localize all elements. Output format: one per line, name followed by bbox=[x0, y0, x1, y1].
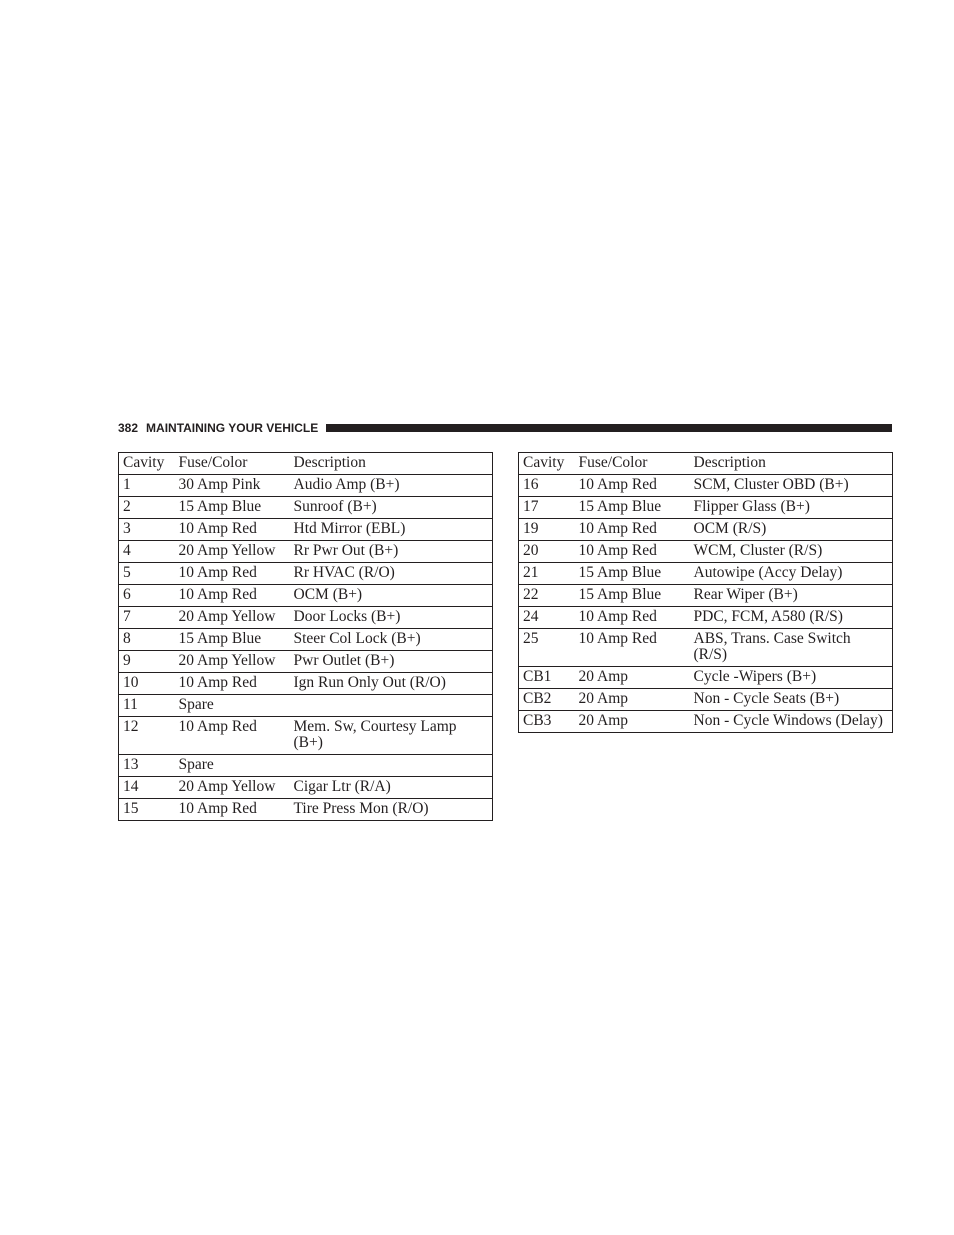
table-row bbox=[119, 607, 493, 629]
cavity-cell: 14 bbox=[119, 777, 175, 799]
fuse-color-cell: 10 Amp Red bbox=[175, 585, 290, 607]
cavity-cell: 16 bbox=[519, 475, 575, 497]
fuse-color-cell: 30 Amp Pink bbox=[175, 475, 290, 497]
table-row bbox=[119, 541, 493, 563]
fuse-color-cell: 10 Amp Red bbox=[575, 519, 690, 541]
fuse-table-right bbox=[518, 452, 893, 733]
column-header-fuse-color: Fuse/Color bbox=[575, 453, 690, 475]
description-cell: Ign Run Only Out (R/O) bbox=[290, 673, 493, 695]
table-row bbox=[119, 629, 493, 651]
table-row bbox=[119, 799, 493, 821]
page-number: 382 bbox=[118, 421, 139, 435]
cavity-cell: 22 bbox=[519, 585, 575, 607]
fuse-table-right-body bbox=[519, 475, 893, 733]
cavity-cell: 17 bbox=[519, 497, 575, 519]
description-cell: OCM (B+) bbox=[290, 585, 493, 607]
column-header-cavity: Cavity bbox=[119, 453, 175, 475]
fuse-color-cell: 10 Amp Red bbox=[175, 673, 290, 695]
table-row bbox=[119, 717, 493, 755]
description-cell: Autowipe (Accy Delay) bbox=[690, 563, 893, 585]
table-row bbox=[519, 475, 893, 497]
fuse-color-cell: 20 Amp Yellow bbox=[175, 651, 290, 673]
table-row bbox=[519, 667, 893, 689]
fuse-color-cell: 20 Amp Yellow bbox=[175, 541, 290, 563]
fuse-color-cell: 10 Amp Red bbox=[175, 519, 290, 541]
fuse-table-left-body bbox=[119, 475, 493, 821]
fuse-color-cell: 10 Amp Red bbox=[175, 563, 290, 585]
description-cell: PDC, FCM, A580 (R/S) bbox=[690, 607, 893, 629]
description-cell: Cycle -Wipers (B+) bbox=[690, 667, 893, 689]
table-row bbox=[519, 607, 893, 629]
fuse-color-cell: 10 Amp Red bbox=[175, 717, 290, 755]
table-row bbox=[119, 777, 493, 799]
description-cell: Mem. Sw, Courtesy Lamp (B+) bbox=[290, 717, 493, 755]
table-row bbox=[119, 755, 493, 777]
cavity-cell: 2 bbox=[119, 497, 175, 519]
column-header-fuse-color: Fuse/Color bbox=[175, 453, 290, 475]
fuse-color-cell: 10 Amp Red bbox=[575, 607, 690, 629]
cavity-cell: CB1 bbox=[519, 667, 575, 689]
description-cell: Steer Col Lock (B+) bbox=[290, 629, 493, 651]
fuse-color-cell: 10 Amp Red bbox=[575, 541, 690, 563]
fuse-color-cell: 20 Amp bbox=[575, 711, 690, 733]
table-row bbox=[519, 519, 893, 541]
cavity-cell: 3 bbox=[119, 519, 175, 541]
fuse-color-cell: Spare bbox=[175, 695, 290, 717]
fuse-color-cell: 20 Amp bbox=[575, 689, 690, 711]
table-row bbox=[519, 541, 893, 563]
cavity-cell: CB2 bbox=[519, 689, 575, 711]
description-cell: Rr HVAC (R/O) bbox=[290, 563, 493, 585]
cavity-cell: 12 bbox=[119, 717, 175, 755]
table-row bbox=[119, 651, 493, 673]
fuse-color-cell: 20 Amp Yellow bbox=[175, 777, 290, 799]
cavity-cell: 7 bbox=[119, 607, 175, 629]
page-header bbox=[118, 420, 892, 436]
fuse-color-cell: 15 Amp Blue bbox=[175, 497, 290, 519]
table-row bbox=[119, 695, 493, 717]
description-cell: ABS, Trans. Case Switch (R/S) bbox=[690, 629, 893, 667]
description-cell: OCM (R/S) bbox=[690, 519, 893, 541]
table-row bbox=[119, 519, 493, 541]
fuse-color-cell: 20 Amp Yellow bbox=[175, 607, 290, 629]
fuse-color-cell: 10 Amp Red bbox=[575, 629, 690, 667]
header-rule bbox=[326, 424, 892, 432]
description-cell: Door Locks (B+) bbox=[290, 607, 493, 629]
cavity-cell: 19 bbox=[519, 519, 575, 541]
table-row bbox=[519, 563, 893, 585]
table-row bbox=[519, 629, 893, 667]
cavity-cell: 13 bbox=[119, 755, 175, 777]
cavity-cell: 24 bbox=[519, 607, 575, 629]
table-row bbox=[519, 585, 893, 607]
fuse-color-cell: 15 Amp Blue bbox=[575, 563, 690, 585]
cavity-cell: CB3 bbox=[519, 711, 575, 733]
table-row bbox=[119, 497, 493, 519]
cavity-cell: 9 bbox=[119, 651, 175, 673]
description-cell: Pwr Outlet (B+) bbox=[290, 651, 493, 673]
cavity-cell: 20 bbox=[519, 541, 575, 563]
column-header-description: Description bbox=[690, 453, 893, 475]
description-cell: WCM, Cluster (R/S) bbox=[690, 541, 893, 563]
fuse-color-cell: 20 Amp bbox=[575, 667, 690, 689]
table-row bbox=[119, 475, 493, 497]
description-cell bbox=[290, 695, 493, 717]
column-header-cavity: Cavity bbox=[519, 453, 575, 475]
fuse-color-cell: 15 Amp Blue bbox=[575, 585, 690, 607]
fuse-color-cell: 15 Amp Blue bbox=[575, 497, 690, 519]
description-cell: SCM, Cluster OBD (B+) bbox=[690, 475, 893, 497]
cavity-cell: 1 bbox=[119, 475, 175, 497]
section-title: MAINTAINING YOUR VEHICLE bbox=[146, 421, 319, 435]
description-cell: Non - Cycle Windows (Delay) bbox=[690, 711, 893, 733]
cavity-cell: 15 bbox=[119, 799, 175, 821]
description-cell: Flipper Glass (B+) bbox=[690, 497, 893, 519]
fuse-color-cell: 10 Amp Red bbox=[575, 475, 690, 497]
fuse-color-cell: 10 Amp Red bbox=[175, 799, 290, 821]
fuse-color-cell: Spare bbox=[175, 755, 290, 777]
description-cell: Cigar Ltr (R/A) bbox=[290, 777, 493, 799]
table-row bbox=[119, 673, 493, 695]
table-row bbox=[519, 497, 893, 519]
description-cell: Audio Amp (B+) bbox=[290, 475, 493, 497]
cavity-cell: 21 bbox=[519, 563, 575, 585]
table-header-row bbox=[519, 453, 893, 475]
fuse-table-left bbox=[118, 452, 493, 821]
table-header-row bbox=[119, 453, 493, 475]
cavity-cell: 8 bbox=[119, 629, 175, 651]
table-row bbox=[119, 563, 493, 585]
cavity-cell: 11 bbox=[119, 695, 175, 717]
table-row bbox=[119, 585, 493, 607]
table-row bbox=[519, 689, 893, 711]
description-cell: Rr Pwr Out (B+) bbox=[290, 541, 493, 563]
cavity-cell: 25 bbox=[519, 629, 575, 667]
cavity-cell: 6 bbox=[119, 585, 175, 607]
cavity-cell: 10 bbox=[119, 673, 175, 695]
fuse-color-cell: 15 Amp Blue bbox=[175, 629, 290, 651]
description-cell: Tire Press Mon (R/O) bbox=[290, 799, 493, 821]
description-cell: Rear Wiper (B+) bbox=[690, 585, 893, 607]
cavity-cell: 5 bbox=[119, 563, 175, 585]
description-cell: Sunroof (B+) bbox=[290, 497, 493, 519]
cavity-cell: 4 bbox=[119, 541, 175, 563]
description-cell: Htd Mirror (EBL) bbox=[290, 519, 493, 541]
description-cell bbox=[290, 755, 493, 777]
description-cell: Non - Cycle Seats (B+) bbox=[690, 689, 893, 711]
table-row bbox=[519, 711, 893, 733]
column-header-description: Description bbox=[290, 453, 493, 475]
